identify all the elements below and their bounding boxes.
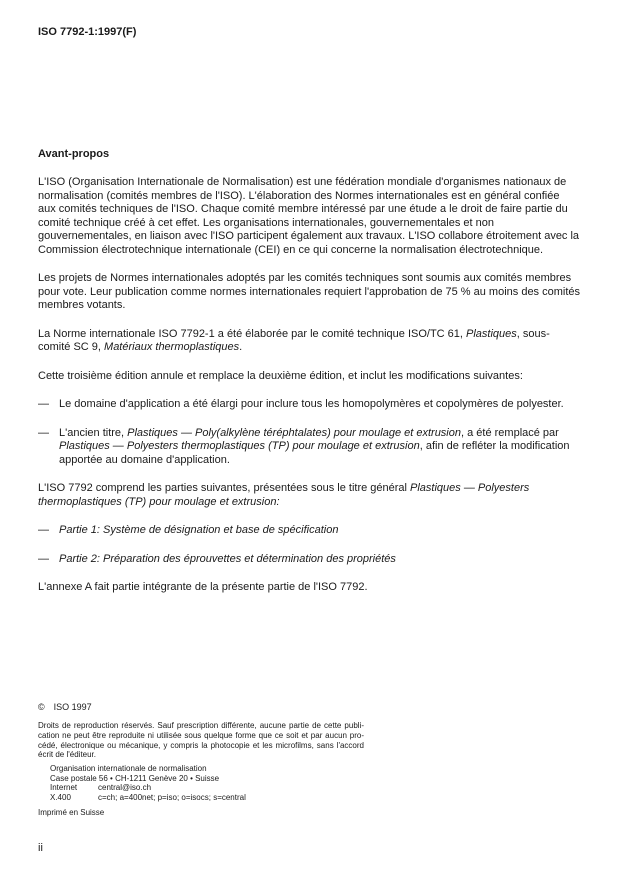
list-item-part2	[38, 553, 580, 567]
rights-notice	[38, 721, 364, 760]
text-run: , a été remplacé par	[461, 426, 559, 439]
internet-value: central@iso.ch	[98, 783, 152, 793]
rights-line: Droits de reproduction réservés. Sauf prescription différente, aucune partie de cette publi-	[38, 721, 364, 730]
paragraph-iso-description: L'ISO (Organisation Internationale de Normalisation) est une fédération mondiale d'organismes nationaux de normalisation (comités membres de l'ISO). L'élaboration des Normes internationales est en général confiée aux comités techniques de l'ISO. Chaque comité membre intéressé par une étude a le droit de faire partie du comité technique créé à cet effet. Les organisations internationales, gouvernementales et non gouvernementales, en liaison avec l'ISO participent également aux travaux. L'ISO collabore étroitement avec la Commission électrotechnique internationale (CEI) en ce qui concerne la normalisation électrotechnique.	[38, 176, 580, 256]
address-postal: Case postale 56 • CH-1211 Genève 20 • Suisse	[50, 773, 220, 783]
list-item-title-change	[38, 427, 580, 468]
x400-label: X.400	[50, 792, 71, 802]
rights-line: cation ne peut être reproduite ni utilisée sous quelque forme que ce soit et par aucun pro-	[38, 730, 364, 740]
foreword-title: Avant-propos	[38, 147, 110, 160]
rights-line: écrit de l'éditeur.	[38, 750, 97, 760]
text-run: , sous-comité SC 9,	[38, 327, 550, 353]
x400-value: c=ch; a=400net; p=iso; o=isocs; s=central	[98, 792, 246, 802]
copyright-text: ISO 1997	[53, 702, 92, 712]
paragraph-edition: Cette troisième édition annule et remplace la deuxième édition, et inclut les modifications suivantes:	[38, 369, 523, 382]
list-item-text: Partie 1: Système de désignation et base de spécification	[59, 524, 339, 536]
text-run: L'ancien titre,	[59, 426, 128, 439]
page-number: ii	[38, 841, 43, 854]
text-run-italic: Plastiques — Poly(alkylène téréphtalates) pour moulage et extrusion	[127, 426, 461, 439]
text-run-italic: Plastiques — Polyesters thermoplastiques (TP) pour moulage et extrusion:	[38, 482, 530, 508]
dash-marker: —	[38, 398, 49, 410]
copyright-line	[38, 702, 418, 713]
publisher-address	[50, 764, 418, 802]
text-run-italic: Plastiques	[466, 327, 517, 340]
dash-marker: —	[38, 426, 49, 439]
text-run: .	[239, 341, 243, 353]
paragraph-parts-intro	[38, 482, 580, 509]
text-run: L'ISO 7792 comprend les parties suivantes, présentées sous le titre général	[38, 482, 411, 494]
address-org: Organisation internationale de normalisation	[50, 764, 207, 774]
list-item-scope	[38, 398, 580, 412]
paragraph-committee	[38, 328, 580, 355]
dash-marker: —	[38, 552, 49, 565]
text-run: La Norme internationale ISO 7792-1 a été élaborée par le comité technique ISO/TC 61,	[38, 327, 467, 340]
copyright-icon: ©	[38, 702, 45, 712]
address-internet	[50, 783, 418, 793]
internet-label: Internet	[50, 783, 78, 793]
address-x400	[50, 793, 418, 803]
list-item-text: Partie 2: Préparation des éprouvettes et détermination des propriétés	[59, 552, 396, 565]
paragraph-voting: Les projets de Normes internationales adoptés par les comités techniques sont soumis aux comités membres pour vote. Leur publication comme normes internationales requiert l'approbation de 75 % au moins des comités membres votants.	[38, 272, 581, 311]
list-item-text: Le domaine d'application a été élargi pour inclure tous les homopolymères et copolymères de polyester.	[59, 398, 564, 410]
document-reference: ISO 7792-1:1997(F)	[38, 26, 137, 38]
text-run-italic: Plastiques — Polyesters thermoplastiques (TP) pour moulage et extrusion	[59, 440, 420, 452]
rights-line: cédé, électronique ou mécanique, y compris la photocopie et les microfilms, sans l'accord	[38, 740, 364, 750]
text-run: , afin de refléter la modification apportée au domaine d'application.	[59, 440, 570, 466]
text-run-italic: Matériaux thermoplastiques	[104, 341, 240, 353]
list-item-part1	[38, 524, 580, 538]
copyright-footer	[38, 702, 418, 818]
dash-marker: —	[38, 524, 49, 536]
printed-in: Imprimé en Suisse	[38, 807, 105, 817]
list-item-text	[59, 427, 580, 468]
paragraph-annex: L'annexe A fait partie intégrante de la présente partie de l'ISO 7792.	[38, 581, 368, 593]
